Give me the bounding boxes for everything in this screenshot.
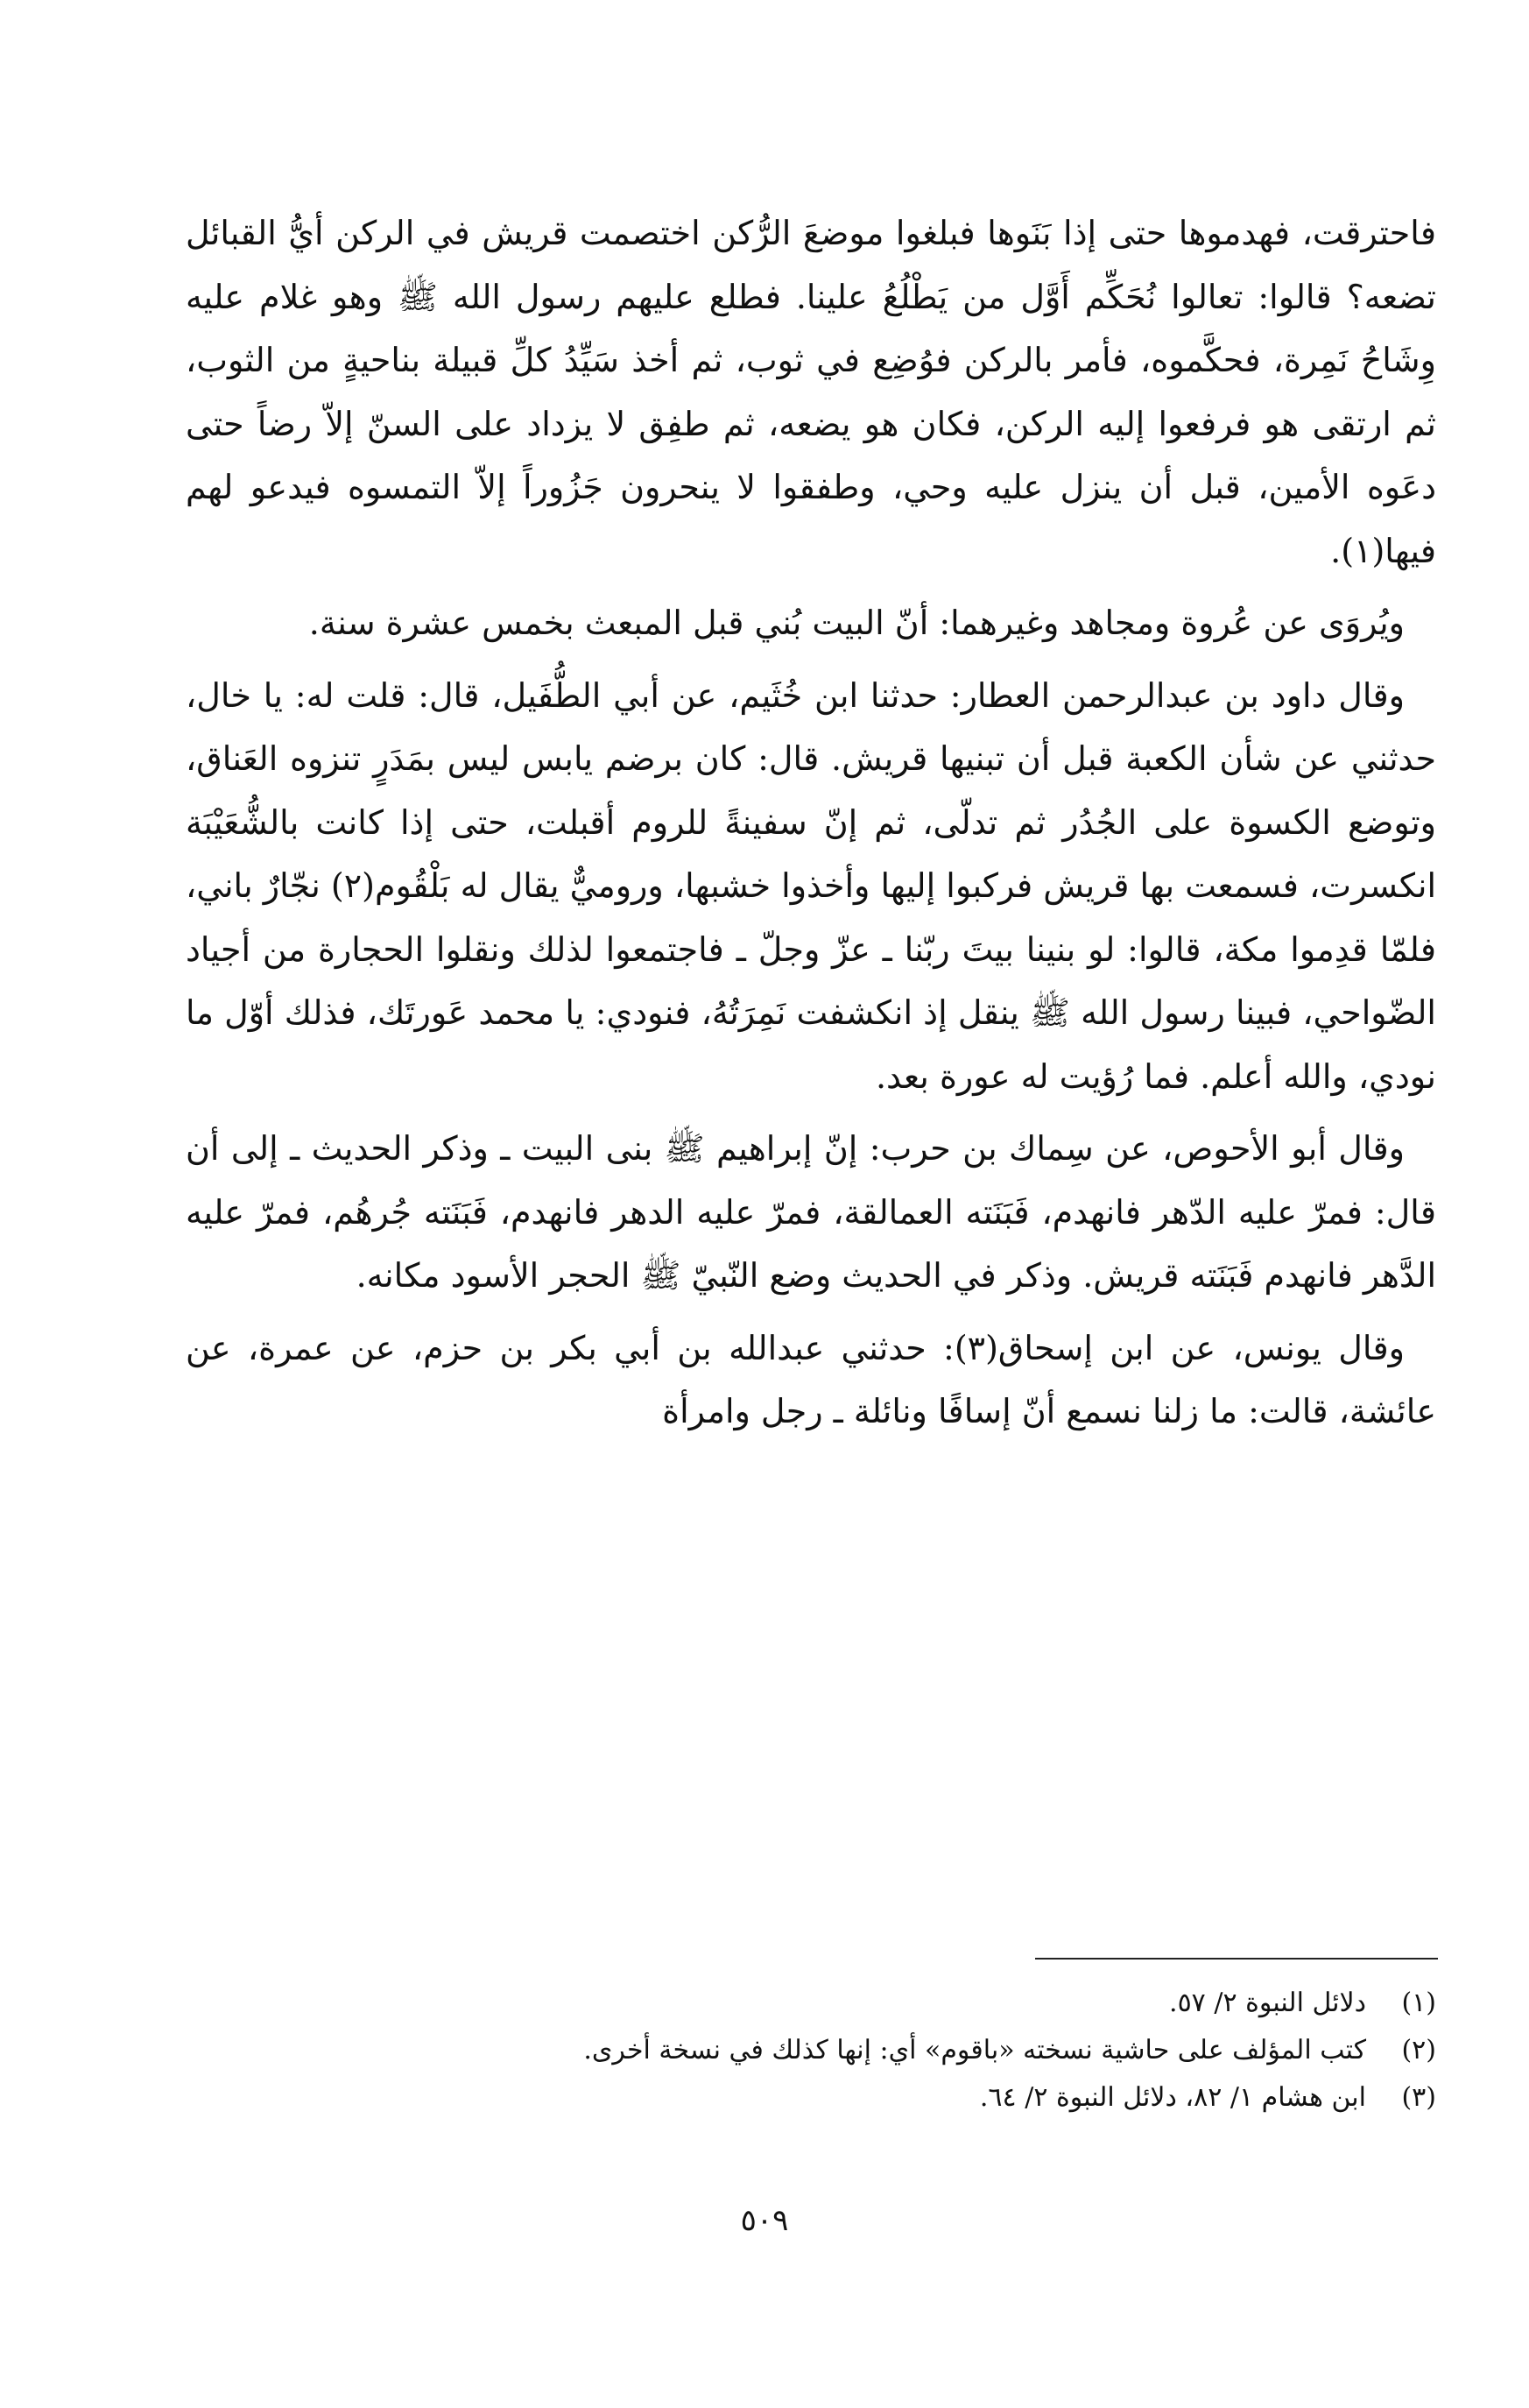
footnote-2 (186, 2027, 1436, 2074)
paragraph-1: فاحترقت، فهدموها حتى إذا بَنَوها فبلغوا موضعَ الرُّكن اختصمت قريش في الركن أيُّ القبائل تضعه؟ قالوا: تعالوا نُحَكِّم أَوَّل من يَطْلُعُ علينا. فطلع عليهم رسول الله ﷺ وهو غلام عليه وِشَاحُ نَمِرة، فحكَّموه، فأمر بالركن فوُضِع في ثوب، ثم أخذ سَيِّدُ كلِّ قبيلة بناحيةٍ من الثوب، ثم ارتقى هو فرفعوا إليه الركن، فكان هو يضعه، ثم طفِق لا يزداد على السنّ إلاّ رضاً حتى دعَوه الأمين، قبل أن ينزل عليه وحي، وطفقوا لا ينحرون جَزُوراً إلاّ التمسوه فيدعو لهم فيها(١). (186, 214, 1436, 570)
footnote-text: دلائل النبوة ٢/ ٥٧. (1169, 1988, 1366, 2018)
footnote-3 (186, 2074, 1436, 2122)
page-number: ٥٠٩ (740, 2203, 789, 2238)
paragraph-4: وقال أبو الأحوص، عن سِماك بن حرب: إنّ إبراهيم ﷺ بنى البيت ـ وذكر الحديث ـ إلى أن قال: فمرّ عليه الدّهر فانهدم، فَبَنَته العمالقة، فمرّ عليه الدهر فانهدم، فَبَنَته جُرهُم، فمرّ عليه الدَّهر فانهدم فَبَنَته قريش. وذكر في الحديث وضع النّبيّ ﷺ الحجر الأسود مكانه. (186, 1129, 1436, 1295)
footnote-text: كتب المؤلف على حاشية نسخته «باقوم» أي: إنها كذلك في نسخة أخرى. (583, 2035, 1366, 2066)
paragraph-2: ويُروَى عن عُروة ومجاهد وغيرهما: أنّ البيت بُني قبل المبعث بخمس عشرة سنة. (308, 604, 1405, 642)
paragraph-3: وقال داود بن عبدالرحمن العطار: حدثنا ابن خُثَيم، عن أبي الطُّفَيل، قال: قلت له: يا خال، حدثني عن شأن الكعبة قبل أن تبنيها قريش. قال: كان برضم يابس ليس بمَدَرٍ تنزوه العَناق، وتوضع الكسوة على الجُدُر ثم تدلّى، ثم إنّ سفينةً للروم أقبلت، حتى إذا كانت بالشُّعَيْبَة انكسرت، فسمعت بها قريش فركبوا إليها وأخذوا خشبها، وروميٌّ يقال له بَلْقُوم(٢) نجّارٌ باني، فلمّا قدِموا مكة، قالوا: لو بنينا بيتَ ربّنا ـ عزّ وجلّ ـ فاجتمعوا لذلك ونقلوا الحجارة من أجياد الضّواحي، فبينا رسول الله ﷺ ينقل إذ انكشفت نَمِرَتُهُ، فنودي: يا محمد عَورتَك، فذلك أوّل ما نودي، والله أعلم. فما رُؤيت له عورة بعد. (186, 675, 1436, 1096)
main-text (186, 201, 1436, 1444)
footnote-text: ابن هشام ١/ ٨٢، دلائل النبوة ٢/ ٦٤. (979, 2082, 1366, 2113)
footnote-number: (٢) (1401, 2035, 1436, 2066)
paragraph-5: وقال يونس، عن ابن إسحاق(٣): حدثني عبدالله بن أبي بكر بن حزم، عن عمرة، عن عائشة، قالت: ما زلنا نسمع أنّ إسافًا ونائلة ـ رجل وامرأة (186, 1328, 1436, 1430)
footnote-number: (٣) (1401, 2082, 1436, 2113)
footnotes (186, 1980, 1436, 2122)
footnote-separator (1035, 1958, 1438, 1960)
footnote-number: (١) (1401, 1988, 1436, 2018)
footnote-1 (186, 1980, 1436, 2027)
